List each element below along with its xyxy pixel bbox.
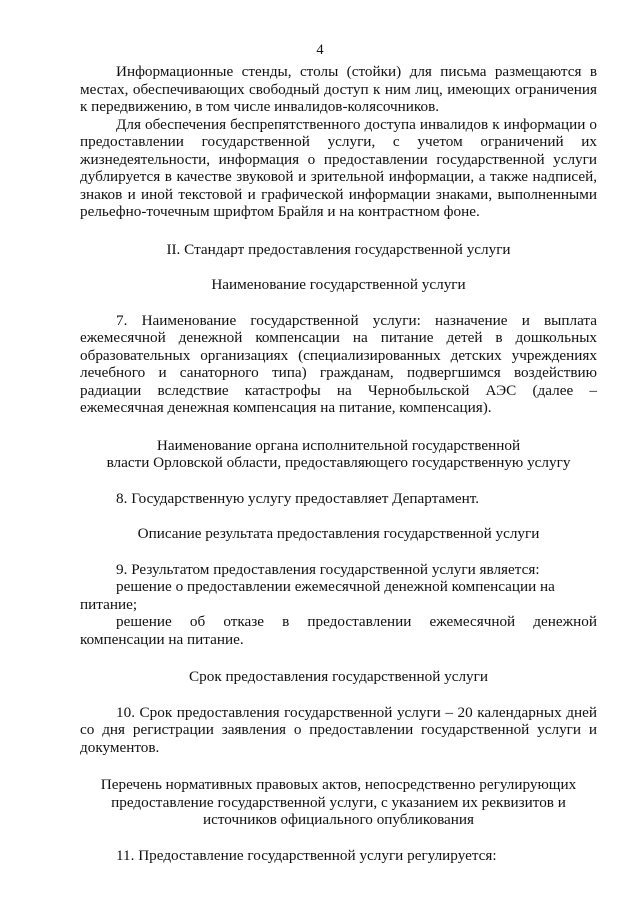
- item-11: 11. Предоставление государственной услуги регулируется:: [116, 846, 497, 864]
- item-9-option-grant: решение о предоставлении ежемесячной денежной компенсации на питание;: [80, 578, 555, 613]
- item-9-intro: 9. Результатом предоставления государственной услуги является:: [116, 560, 540, 578]
- heading-service-name: Наименование государственной услуги: [211, 276, 466, 293]
- paragraph-info-stands: Информационные стенды, столы (стойки) для письма размещаются в местах, обеспечивающих свободный доступ к ним лиц, имеющих ограничения к передвижению, в том числе инвалидов-колясочников.: [80, 63, 597, 115]
- item-7: 7. Наименование государственной услуги: назначение и выплата ежемесячной денежной компенсации на питание детей в дошкольных образовательных организациях (специализированных детских учреждениях лечебного и санаторного типа) гражданам, подвергшимся воздействию радиации вследствие катастрофы на Чернобыльской АЭС (далее – ежемесячная денежная компенсация на питание, компенсация).: [80, 311, 597, 416]
- heading-result-description: Описание результата предоставления государственной услуги: [137, 525, 540, 542]
- item-8: 8. Государственную услугу предоставляет Департамент.: [116, 489, 480, 507]
- item-9-option-refusal: решение об отказе в предоставлении ежемесячной денежной компенсации на питание.: [80, 613, 597, 648]
- page-number: 4: [316, 42, 324, 58]
- heading-executive-organ-line-2: власти Орловской области, предоставляющего государственную услугу: [106, 454, 571, 471]
- heading-regulatory-acts-line-2: предоставление государственной услуги, с указанием их реквизитов и: [111, 793, 566, 811]
- paragraph-accessibility: Для обеспечения беспрепятственного доступа инвалидов к информации о предоставлении государственной услуги, с учетом ограничений их жизнедеятельности, информация о предоставлении государственной услуги дублируется в качестве звуковой и зрительной информации, а также надписей, знаков и иной текстовой и графической информации знаками, выполненными рельефно-точечным шрифтом Брайля и на контрастном фоне.: [80, 115, 597, 220]
- heading-executive-organ: [80, 437, 597, 472]
- heading-regulatory-acts-line-1: Перечень нормативных правовых актов, непосредственно регулирующих: [100, 776, 577, 793]
- item-10: 10. Срок предоставления государственной услуги – 20 календарных дней со дня регистрации заявления о предоставлении государственной услуги и документов.: [80, 703, 597, 756]
- section-2-title: II. Стандарт предоставления государственной услуги: [166, 240, 511, 258]
- heading-regulatory-acts-line-3: источников официального опубликования: [202, 811, 475, 828]
- heading-executive-organ-line-1: Наименование органа исполнительной государственной: [156, 436, 521, 454]
- heading-regulatory-acts: [80, 776, 597, 829]
- document-body: [80, 63, 597, 864]
- heading-service-term: Срок предоставления государственной услуги: [189, 668, 488, 685]
